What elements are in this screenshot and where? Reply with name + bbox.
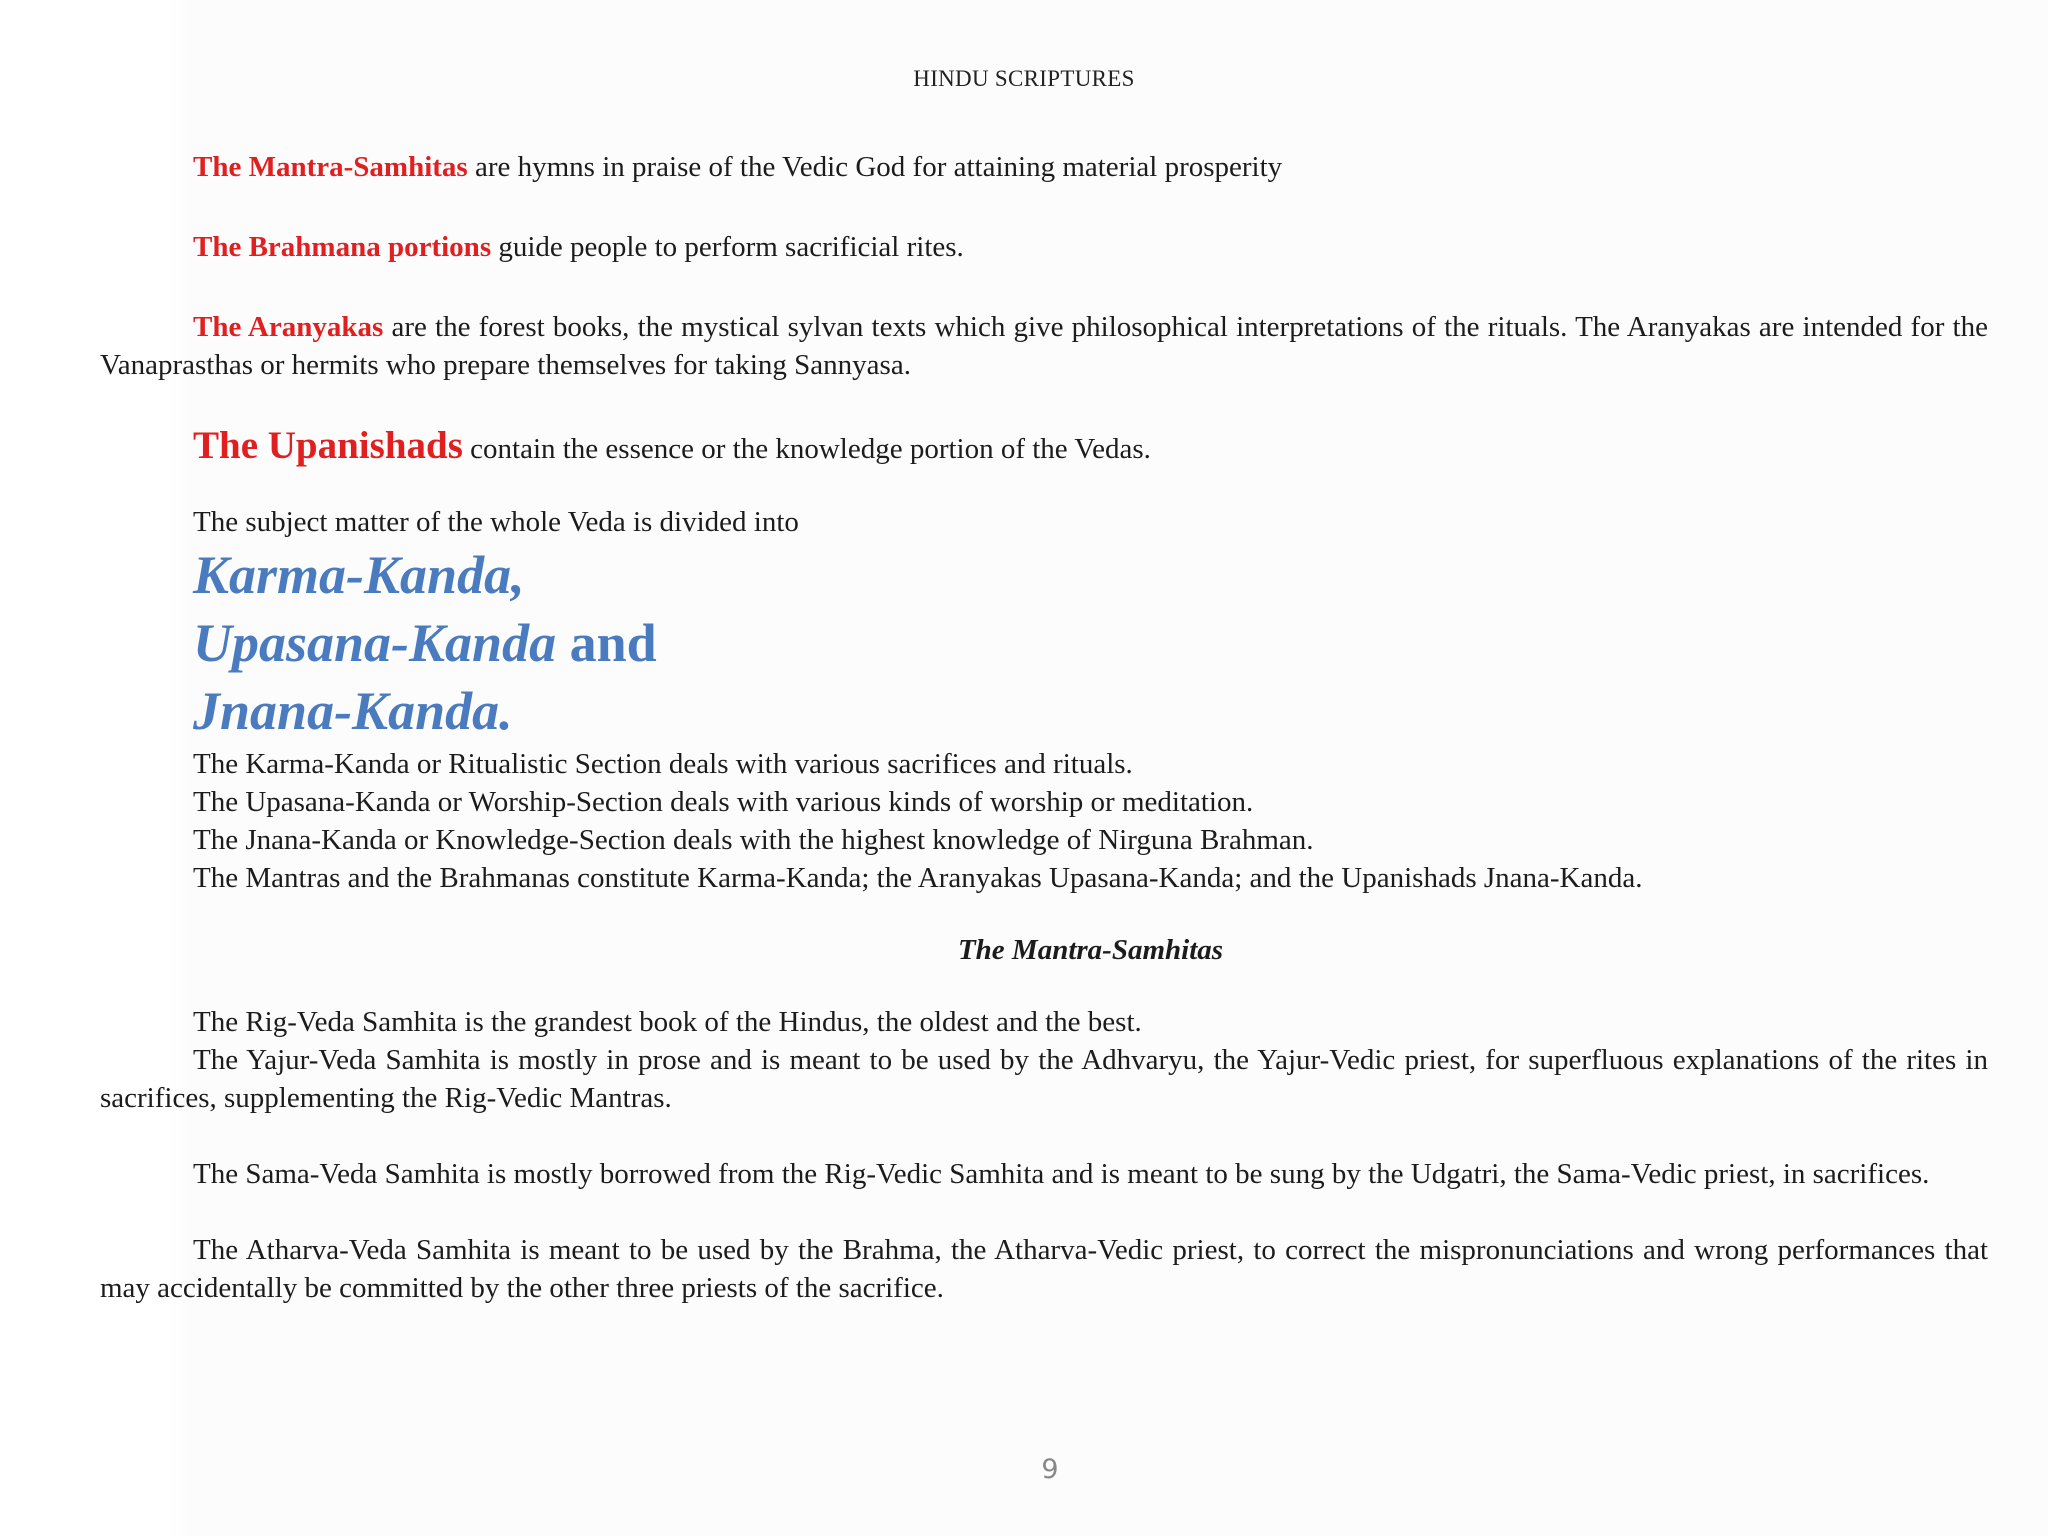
yajur-veda-paragraph: The Yajur-Veda Samhita is mostly in prose and is meant to be used by the Adhvaryu, the Yajur-Vedic priest, for superfluous explanations of the rites in sacrifices, supplementing the Rig-Vedic Mantras.: [100, 1044, 1988, 1114]
upanishads-text: contain the essence or the knowledge portion of the Vedas.: [462, 433, 1151, 465]
brahmana-text: guide people to perform sacrificial rites.: [491, 231, 964, 263]
rig-veda-paragraph: The Rig-Veda Samhita is the grandest book of the Hindus, the oldest and the best.: [193, 1006, 1142, 1038]
term-upanishads: The Upanishads: [193, 424, 463, 467]
jnana-kanda-label: Jnana-Kanda.: [193, 681, 513, 741]
aranyakas-text: are the forest books, the mystical sylvan texts which give philosophical interpretations of the rituals. The Aranyakas are intended for the Vanaprasthas or hermits who prepare themselves for taking Sannyasa.: [100, 311, 1988, 381]
mantra-samhitas-text: are hymns in praise of the Vedic God for attaining material prosperity: [467, 151, 1283, 183]
page-body: [100, 148, 1988, 1307]
term-mantra-samhitas: The Mantra-Samhitas: [193, 151, 468, 183]
atharva-veda-paragraph: The Atharva-Veda Samhita is meant to be used by the Brahma, the Atharva-Vedic priest, to correct the mispronunciations and wrong performances that may accidentally be committed by the other three priests of the sacrifice.: [100, 1234, 1988, 1304]
sama-veda-paragraph: The Sama-Veda Samhita is mostly borrowed from the Rig-Vedic Samhita and is meant to be sung by the Udgatri, the Sama-Vedic priest, in sacrifices.: [193, 1158, 1930, 1190]
upasana-kanda-heading: [100, 609, 1988, 677]
upanishads-paragraph: [100, 422, 1988, 473]
section-title: The Mantra-Samhitas: [957, 934, 1224, 966]
brahmana-paragraph: [100, 228, 1988, 266]
jnana-kanda-description: The Jnana-Kanda or Knowledge-Section deals with the highest knowledge of Nirguna Brahman.: [193, 824, 1314, 856]
term-brahmana-portions: The Brahmana portions: [193, 231, 492, 263]
and-conjunction: and: [556, 613, 657, 673]
running-header: HINDU SCRIPTURES: [913, 66, 1135, 91]
karma-kanda-description: The Karma-Kanda or Ritualistic Section deals with various sacrifices and rituals.: [193, 748, 1133, 780]
upasana-kanda-label: Upasana-Kanda: [193, 613, 557, 673]
term-aranyakas: The Aranyakas: [193, 311, 384, 343]
karma-kanda-heading: [100, 541, 1988, 609]
jnana-kanda-heading: [100, 677, 1988, 745]
mantra-samhitas-paragraph: [100, 148, 1988, 186]
division-lead: The subject matter of the whole Veda is divided into: [193, 506, 799, 538]
karma-kanda-label: Karma-Kanda,: [193, 545, 525, 605]
kanda-mapping-description: The Mantras and the Brahmanas constitute Karma-Kanda; the Aranyakas Upasana-Kanda; and the Upanishads Jnana-Kanda.: [193, 862, 1643, 894]
upasana-kanda-description: The Upasana-Kanda or Worship-Section deals with various kinds of worship or meditation.: [193, 786, 1254, 818]
page-number: 9: [1041, 1454, 1059, 1485]
aranyakas-paragraph: [100, 308, 1988, 384]
